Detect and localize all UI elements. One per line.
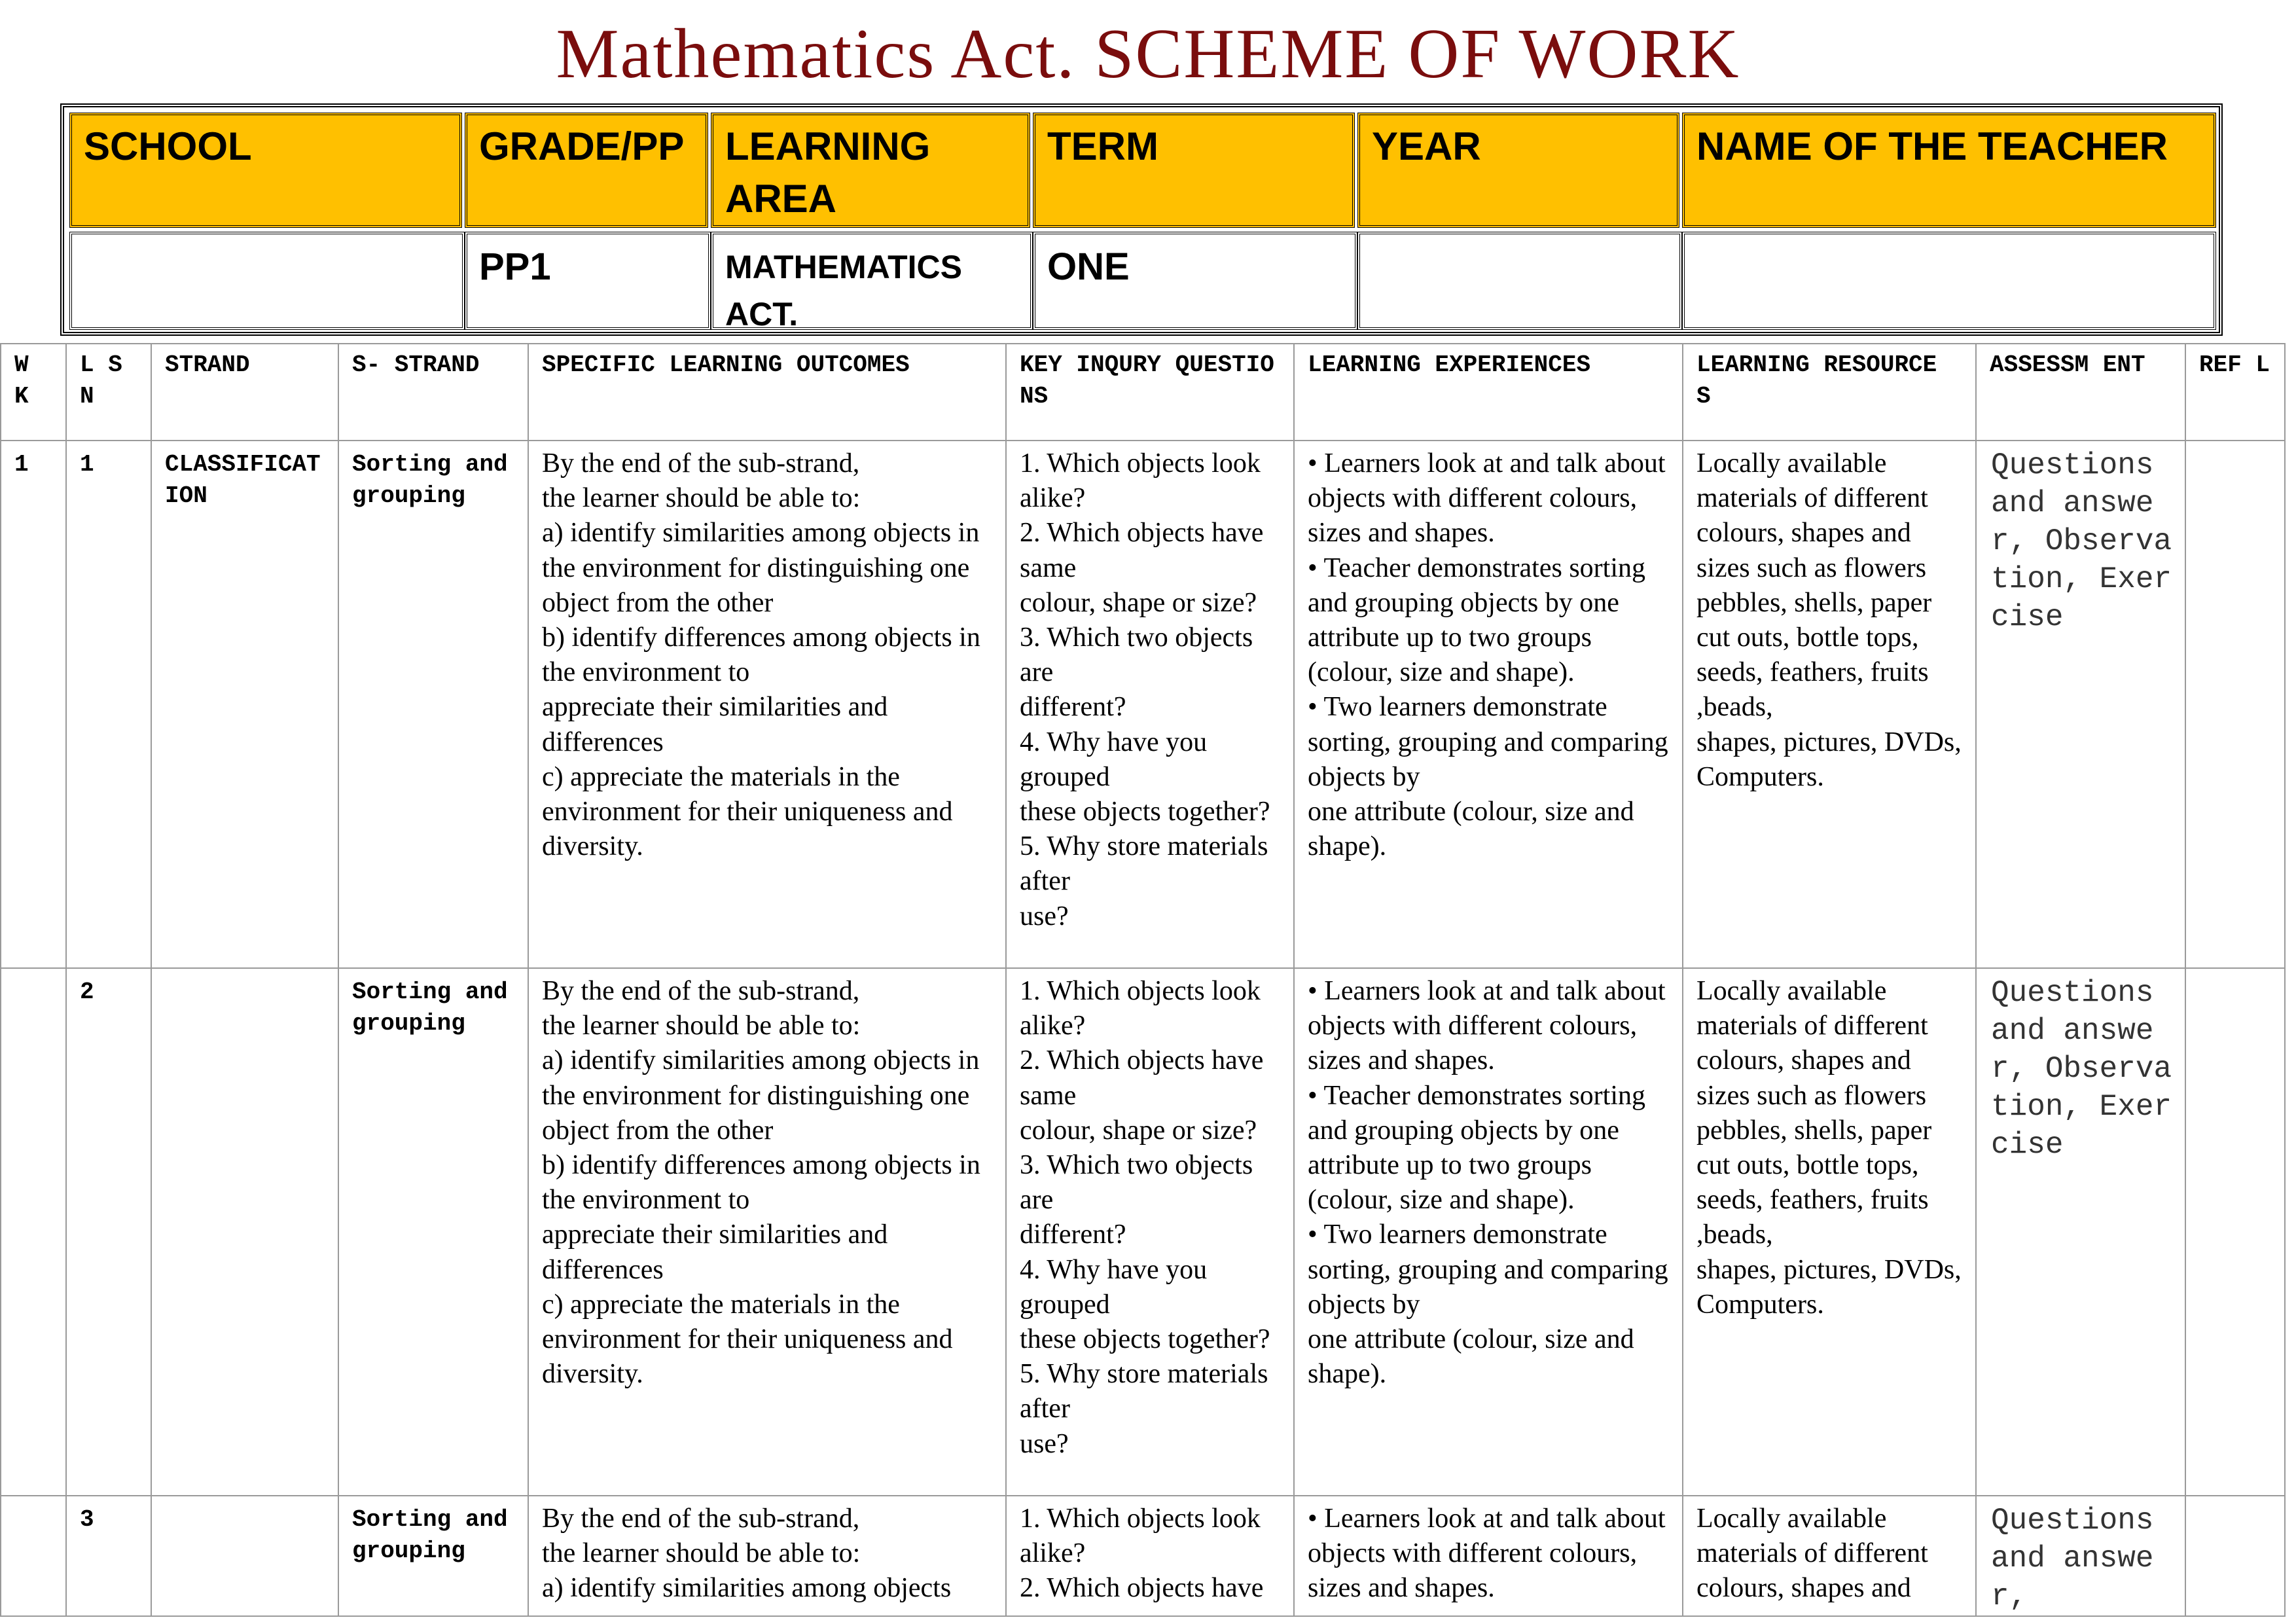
header-value-school [69, 232, 465, 330]
col-header-outcomes: SPECIFIC LEARNING OUTCOMES [528, 344, 1006, 441]
cell-week: 1 [1, 441, 66, 968]
cell-outcomes: By the end of the sub-strand, the learner should be able to: a) identify similarities among objects in the environment for distinguishing one object from the other b) identify differences among objects in the environment to appreciate their similarities and differences c) appreciate the materials in the environment for their uniqueness and diversity. [528, 968, 1006, 1496]
cell-reflection [2185, 441, 2285, 968]
cell-questions: 1. Which objects look alike? 2. Which objects have same colour, shape or size? 3. Which two objects are different? 4. Why have you grouped these objects together? 5. Why store materials after use? [1006, 441, 1294, 968]
header-value-learning-area: MATHEMATICS ACT. [711, 232, 1033, 330]
header-label-year: YEAR [1357, 113, 1679, 228]
cell-strand [151, 968, 338, 1496]
cell-resources: Locally available materials of different colours, shapes and sizes such as flowers pebbles, shells, paper cut outs, bottle tops, seeds, feathers, fruits ,beads, shapes, pictures, DVDs, Computers. [1683, 968, 1976, 1496]
table-row [1, 1496, 2285, 1616]
document-title: Mathematics Act. SCHEME OF WORK [556, 15, 1740, 93]
header-value-teacher [1682, 232, 2216, 330]
table-row [1, 441, 2285, 968]
cell-experiences: • Learners look at and talk about objects with different colours, sizes and shapes. [1294, 1496, 1683, 1616]
col-header-questions: KEY INQURY QUESTIONS [1006, 344, 1294, 441]
cell-reflection [2185, 1496, 2285, 1616]
col-header-lesson: L S N [66, 344, 151, 441]
cell-sub-strand: Sorting and grouping [338, 441, 528, 968]
table-row [1, 968, 2285, 1496]
cell-outcomes: By the end of the sub-strand, the learner should be able to: a) identify similarities among objects [528, 1496, 1006, 1616]
header-label-learning-area: LEARNING AREA [711, 113, 1030, 228]
scheme-of-work-table [0, 343, 2286, 1617]
cell-assessment: Questions and answer, Observation, Exercise [1976, 441, 2185, 968]
cell-resources: Locally available materials of different colours, shapes and [1683, 1496, 1976, 1616]
col-header-sub-strand: S- STRAND [338, 344, 528, 441]
col-header-resources: LEARNING RESOURCE S [1683, 344, 1976, 441]
cell-sub-strand: Sorting and grouping [338, 1496, 528, 1616]
header-label-term: TERM [1033, 113, 1355, 228]
header-value-grade: PP1 [465, 232, 711, 330]
cell-lesson: 3 [66, 1496, 151, 1616]
cell-questions: 1. Which objects look alike? 2. Which objects have same colour, shape or size? 3. Which two objects are different? 4. Why have you grouped these objects together? 5. Why store materials after use? [1006, 968, 1294, 1496]
cell-week [1, 968, 66, 1496]
col-header-week: W K [1, 344, 66, 441]
header-label-grade: GRADE/PP [465, 113, 708, 228]
col-header-reflection: REF L [2185, 344, 2285, 441]
cell-sub-strand: Sorting and grouping [338, 968, 528, 1496]
header-value-year [1357, 232, 1682, 330]
cell-strand [151, 1496, 338, 1616]
cell-resources: Locally available materials of different colours, shapes and sizes such as flowers pebbles, shells, paper cut outs, bottle tops, seeds, feathers, fruits ,beads, shapes, pictures, DVDs, Computers. [1683, 441, 1976, 968]
col-header-strand: STRAND [151, 344, 338, 441]
table-header-row [1, 344, 2285, 441]
cell-assessment: Questions and answer, Observation, Exercise [1976, 968, 2185, 1496]
col-header-experiences: LEARNING EXPERIENCES [1294, 344, 1683, 441]
cell-reflection [2185, 968, 2285, 1496]
header-value-term: ONE [1033, 232, 1357, 330]
cell-experiences: • Learners look at and talk about objects with different colours, sizes and shapes. • Teacher demonstrates sorting and grouping objects by one attribute up to two groups (colour, size and shape). • Two learners demonstrate sorting, grouping and comparing objects by one attribute (colour, size and shape). [1294, 968, 1683, 1496]
cell-week [1, 1496, 66, 1616]
cell-lesson: 2 [66, 968, 151, 1496]
header-info-table [60, 103, 2223, 336]
cell-questions: 1. Which objects look alike? 2. Which objects have [1006, 1496, 1294, 1616]
cell-experiences: • Learners look at and talk about objects with different colours, sizes and shapes. • Teacher demonstrates sorting and grouping objects by one attribute up to two groups (colour, size and shape). • Two learners demonstrate sorting, grouping and comparing objects by one attribute (colour, size and shape). [1294, 441, 1683, 968]
col-header-assessment: ASSESSM ENT [1976, 344, 2185, 441]
cell-assessment: Questions and answer, [1976, 1496, 2185, 1616]
header-label-teacher: NAME OF THE TEACHER [1682, 113, 2216, 228]
cell-outcomes: By the end of the sub-strand, the learner should be able to: a) identify similarities among objects in the environment for distinguishing one object from the other b) identify differences among objects in the environment to appreciate their similarities and differences c) appreciate the materials in the environment for their uniqueness and diversity. [528, 441, 1006, 968]
cell-lesson: 1 [66, 441, 151, 968]
header-label-school: SCHOOL [69, 113, 462, 228]
cell-strand: CLASSIFICATION [151, 441, 338, 968]
